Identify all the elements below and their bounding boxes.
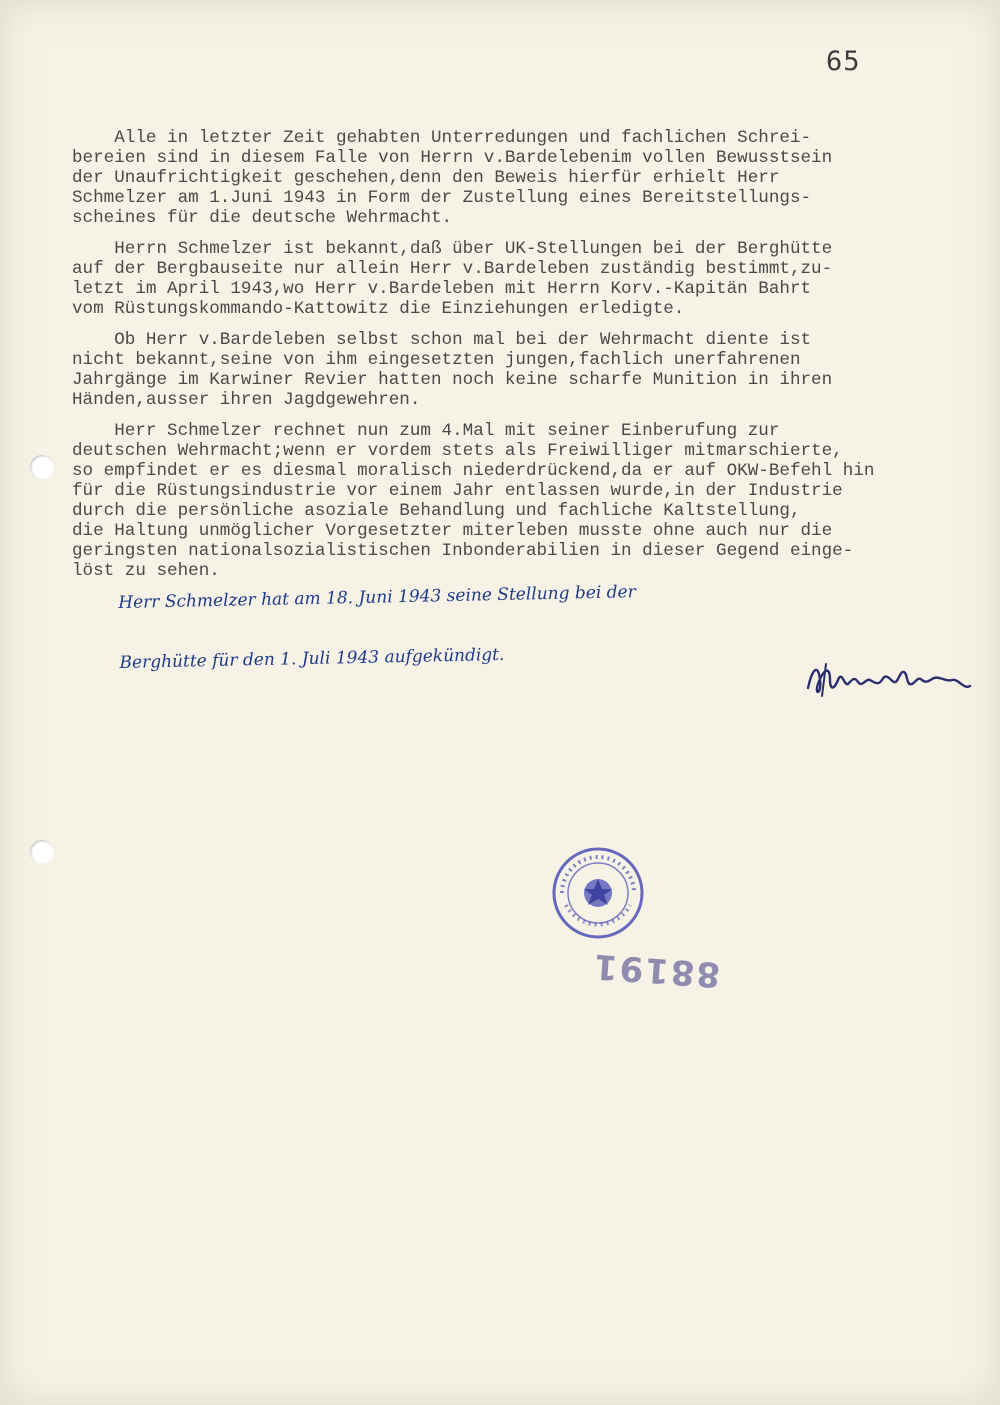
text-line: Herr Schmelzer rechnet nun zum 4.Mal mit seiner Einberufung zur: [72, 421, 780, 441]
text-line: für die Rüstungsindustrie vor einem Jahr entlassen wurde,in der Industrie: [72, 481, 843, 501]
text-line: Händen,ausser ihren Jagdgewehren.: [72, 390, 421, 410]
punch-hole-bottom: [30, 840, 54, 864]
paragraph-4: [72, 421, 992, 581]
handwritten-line: Herr Schmelzer hat am 18. Juni 1943 seine Stellung bei der: [118, 582, 636, 613]
text-line: letzt im April 1943,wo Herr v.Bardeleben mit Herrn Korv.-Kapitän Bahrt: [72, 279, 812, 299]
paragraph-3: [72, 330, 992, 410]
text-line: Schmelzer am 1.Juni 1943 in Form der Zustellung eines Bereitstellungs-: [72, 188, 812, 208]
text-line: scheines für die deutsche Wehrmacht.: [72, 208, 453, 228]
punch-hole-top: [30, 455, 54, 479]
paragraph-2: [72, 239, 992, 319]
text-line: auf der Bergbauseite nur allein Herr v.Bardeleben zuständig bestimmt,zu-: [72, 259, 833, 279]
text-line: durch die persönliche asoziale Behandlung und fachliche Kaltstellung,: [72, 501, 801, 521]
archive-number: 88191: [590, 945, 722, 995]
text-line: die Haltung unmöglicher Vorgesetzter miterleben musste ohne auch nur die: [72, 521, 833, 541]
paragraph-1: [72, 128, 992, 228]
text-line: bereien sind in diesem Falle von Herrn v.Bardelebenim vollen Bewusstsein: [72, 148, 833, 168]
text-line: deutschen Wehrmacht;wenn er vordem stets als Freiwilliger mitmarschierte,: [72, 441, 843, 461]
text-line: so empfindet er es diesmal moralisch niederdrückend,da er auf OKW-Befehl hin: [72, 461, 875, 481]
text-line: löst zu sehen.: [72, 561, 220, 581]
text-line: Ob Herr v.Bardeleben selbst schon mal bei der Wehrmacht diente ist: [72, 330, 812, 350]
official-stamp: [548, 843, 648, 943]
text-line: nicht bekannt,seine von ihm eingesetzten jungen,fachlich unerfahrenen: [72, 350, 801, 370]
text-line: Herrn Schmelzer ist bekannt,daß über UK-Stellungen bei der Berghütte: [72, 239, 833, 259]
page-number: 65: [826, 46, 861, 77]
text-line: der Unaufrichtigkeit geschehen,denn den Beweis hierfür erhielt Herr: [72, 168, 780, 188]
text-line: Alle in letzter Zeit gehabten Unterredungen und fachlichen Schrei-: [72, 128, 812, 148]
text-line: Jahrgänge im Karwiner Revier hatten noch keine scharfe Munition in ihren: [72, 370, 833, 390]
signature-image: [800, 650, 980, 710]
text-line: geringsten nationalsozialistischen Inbonderabilien in dieser Gegend einge-: [72, 541, 854, 561]
handwritten-line: Berghütte für den 1. Juli 1943 aufgekündigt.: [119, 644, 505, 673]
typed-body: [72, 128, 992, 592]
text-line: vom Rüstungskommando-Kattowitz die Einziehungen erledigte.: [72, 299, 685, 319]
